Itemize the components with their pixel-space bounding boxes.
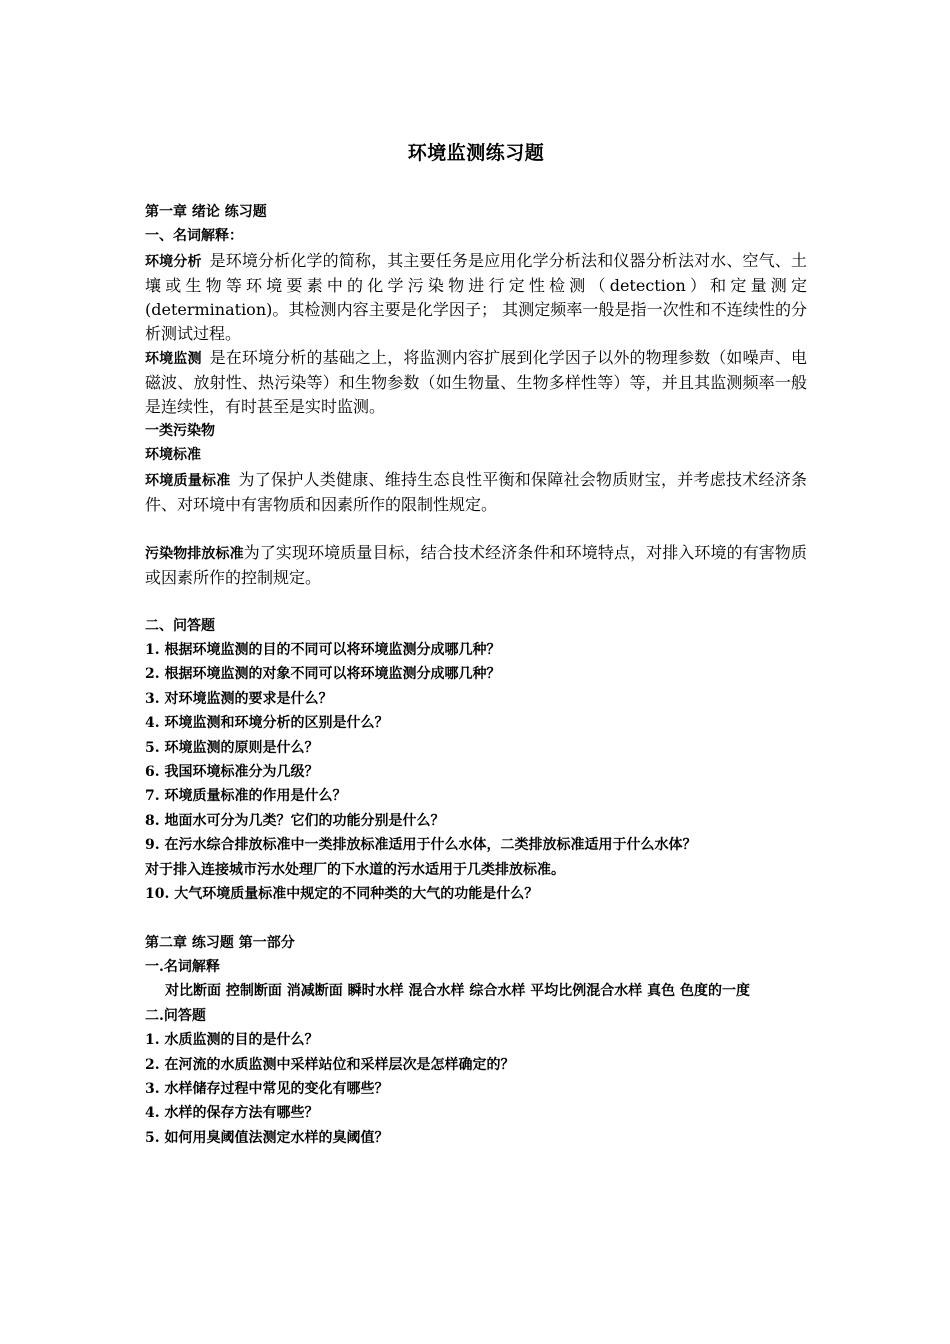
ch2-section2-heading: 二.问答题 xyxy=(145,1007,206,1024)
term-discharge-standard xyxy=(145,541,807,590)
spacer xyxy=(145,907,807,931)
ch2-terms-list: 对比断面 控制断面 消减断面 瞬时水样 混合水样 综合水样 平均比例混合水样 真色 色度的一度 xyxy=(165,983,750,1000)
term-environmental-monitoring xyxy=(145,346,807,419)
question-item: 3. 对环境监测的要求是什么？ xyxy=(145,690,333,707)
question-item: 5. 环境监测的原则是什么？ xyxy=(145,739,319,756)
question-item: 9. 在污水综合排放标准中一类排放标准适用于什么水体，二类排放标准适用于什么水体？ xyxy=(145,837,697,854)
term-class1-pollutant: 一类污染物 xyxy=(145,422,215,439)
term-label: 环境质量标准 xyxy=(145,472,231,489)
term-label: 环境分析 xyxy=(145,253,202,270)
term-label: 环境监测 xyxy=(145,350,202,367)
ch2-section1-heading: 一.名词解释 xyxy=(145,958,220,975)
term-label: 污染物排放标准 xyxy=(145,545,244,562)
question-item: 5. 如何用臭阈值法测定水样的臭阈值？ xyxy=(145,1129,389,1146)
ch1-section2-heading: 二、问答题 xyxy=(145,617,215,634)
term-quality-standard xyxy=(145,468,807,517)
question-item: 7. 环境质量标准的作用是什么？ xyxy=(145,788,347,805)
term-environmental-analysis xyxy=(145,249,807,346)
question-item: 1. 水质监测的目的是什么？ xyxy=(145,1032,319,1049)
question-item: 8. 地面水可分为几类？它们的功能分别是什么？ xyxy=(145,812,445,829)
question-item: 2. 在河流的水质监测中采样站位和采样层次是怎样确定的？ xyxy=(145,1056,515,1073)
question-item: 6. 我国环境标准分为几级？ xyxy=(145,764,319,781)
question-item-continuation: 对于排入连接城市污水处理厂的下水道的污水适用于几类排放标准。 xyxy=(145,861,565,878)
document-body xyxy=(145,200,807,1150)
term-definition: 为了实现环境质量目标，结合技术经济条件和环境特点，对排入环境的有害物质或因素所作的控制规定。 xyxy=(145,542,807,587)
spacer xyxy=(145,517,807,541)
question-item: 10. 大气环境质量标准中规定的不同种类的大气的功能是什么？ xyxy=(145,886,539,903)
question-item: 2. 根据环境监测的对象不同可以将环境监测分成哪几种？ xyxy=(145,666,501,683)
question-item: 4. 环境监测和环境分析的区别是什么？ xyxy=(145,715,389,732)
term-environmental-standard: 环境标准 xyxy=(145,447,201,464)
question-item: 3. 水样储存过程中常见的变化有哪些？ xyxy=(145,1080,389,1097)
ch1-section1-heading: 一、名词解释： xyxy=(145,228,243,245)
document-title: 环境监测练习题 xyxy=(407,142,545,164)
term-definition: 是在环境分析的基础之上，将监测内容扩展到化学因子以外的物理参数（如噪声、电磁波、放射性、热污染等）和生物参数（如生物量、生物多样性等）等，并且其监测频率一般是连续性，有时甚至是实时监测。 xyxy=(145,347,807,416)
question-item: 1. 根据环境监测的目的不同可以将环境监测分成哪几种？ xyxy=(145,642,501,659)
term-definition: 为了保护人类健康、维持生态良性平衡和保障社会物质财宝，并考虑技术经济条件、对环境中有害物质和因素所作的限制性规定。 xyxy=(145,469,807,514)
term-definition: 是环境分析化学的简称，其主要任务是应用化学分析法和仪器分析法对水、空气、土壤或生物等环境要素中的化学污染物进行定性检测（detection）和定量测定(determination)。其检测内容主要是化学因子； 其测定频率一般是指一次性和不连续性的分析测试过程。 xyxy=(145,250,807,343)
chapter1-heading: 第一章 绪论 练习题 xyxy=(145,204,267,220)
chapter2-heading: 第二章 练习题 第一部分 xyxy=(145,934,295,951)
spacer xyxy=(145,590,807,614)
question-item: 4. 水样的保存方法有哪些？ xyxy=(145,1105,319,1122)
